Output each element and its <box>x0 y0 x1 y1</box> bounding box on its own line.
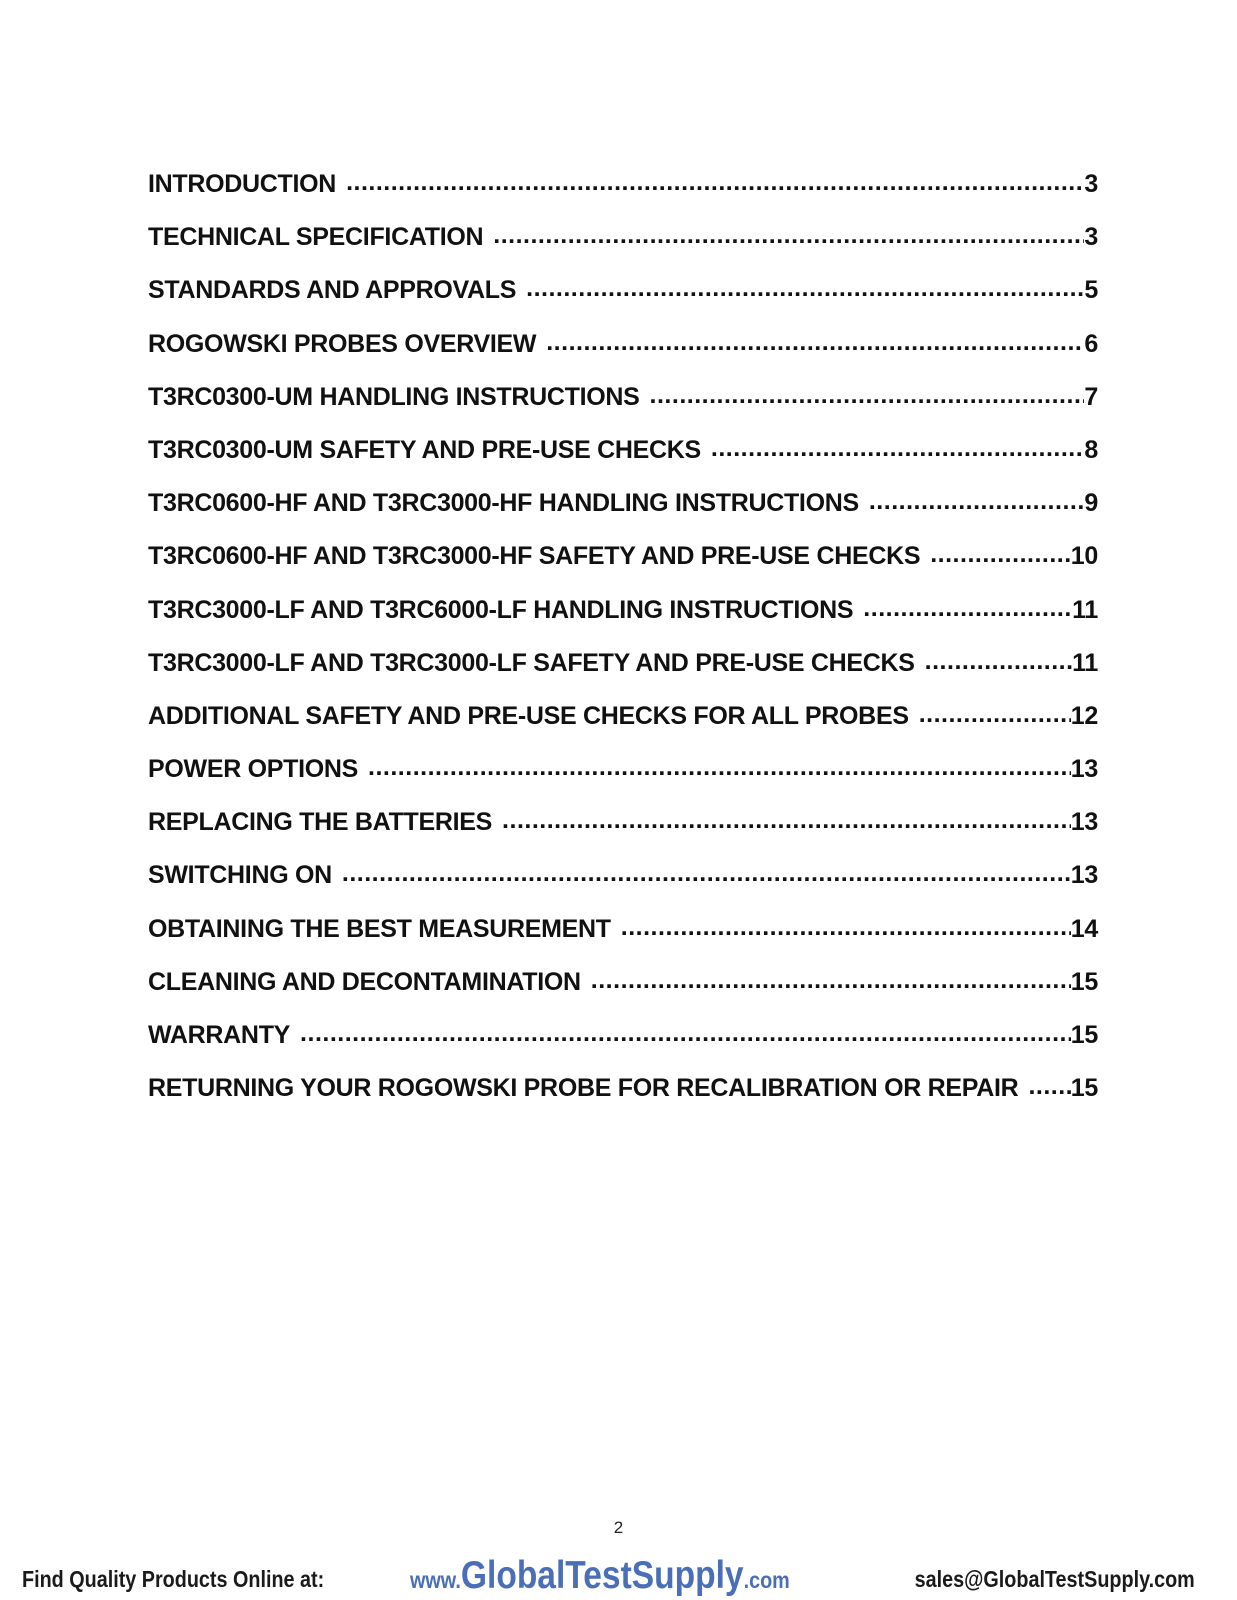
toc-entry[interactable] <box>148 649 1098 702</box>
toc-dot-leader <box>342 859 1071 888</box>
footer-tagline: Find Quality Products Online at: <box>22 1566 325 1592</box>
toc-dot-leader <box>919 700 1071 729</box>
toc-entry[interactable] <box>148 968 1098 1021</box>
toc-dot-leader <box>546 328 1084 357</box>
toc-dot-leader <box>591 966 1071 995</box>
toc-entry-page: 15 <box>1070 967 1098 996</box>
toc-entry-title: ROGOWSKI PROBES OVERVIEW <box>148 329 537 358</box>
footer-email-link[interactable]: sales@GlobalTestSupply.com <box>914 1566 1195 1592</box>
toc-entry[interactable] <box>148 1074 1098 1127</box>
toc-entry-page: 13 <box>1070 755 1098 784</box>
toc-dot-leader <box>368 753 1071 782</box>
toc-entry-page: 11 <box>1072 648 1098 677</box>
toc-entry-title: T3RC0600-HF AND T3RC3000-HF HANDLING INSTRUCTIONS <box>148 489 859 518</box>
toc-dot-leader <box>346 168 1084 197</box>
toc-entry[interactable] <box>148 596 1098 649</box>
page-number: 2 <box>613 1518 624 1537</box>
footer-website-link[interactable] <box>410 1554 790 1598</box>
toc-entry-page: 5 <box>1084 276 1098 305</box>
toc-entry-title: OBTAINING THE BEST MEASUREMENT <box>148 914 611 943</box>
toc-entry[interactable] <box>148 436 1098 489</box>
toc-dot-leader <box>925 647 1073 676</box>
toc-entry[interactable] <box>148 276 1098 329</box>
toc-entry-title: T3RC0300-UM HANDLING INSTRUCTIONS <box>148 382 640 411</box>
toc-entry[interactable] <box>148 170 1098 223</box>
toc-entry[interactable] <box>148 1021 1098 1074</box>
toc-entry-title: POWER OPTIONS <box>148 755 359 784</box>
toc-entry[interactable] <box>148 702 1098 755</box>
toc-entry[interactable] <box>148 223 1098 276</box>
toc-entry-title: T3RC3000-LF AND T3RC6000-LF HANDLING INSTRUCTIONS <box>148 595 854 624</box>
toc-entry-title: T3RC3000-LF AND T3RC3000-LF SAFETY AND PRE-USE CHECKS <box>148 648 915 677</box>
toc-entry-title: RETURNING YOUR ROGOWSKI PROBE FOR RECALIBRATION OR REPAIR <box>148 1074 1019 1103</box>
toc-entry-title: STANDARDS AND APPROVALS <box>148 276 517 305</box>
toc-entry-title: TECHNICAL SPECIFICATION <box>148 223 484 252</box>
toc-entry-title: SWITCHING ON <box>148 861 332 890</box>
toc-entry-title: T3RC0600-HF AND T3RC3000-HF SAFETY AND PRE-USE CHECKS <box>148 542 921 571</box>
toc-dot-leader <box>300 1019 1071 1048</box>
toc-entry-page: 6 <box>1084 329 1098 358</box>
toc-entry-page: 9 <box>1084 489 1098 518</box>
toc-entry[interactable] <box>148 861 1098 914</box>
toc-dot-leader <box>869 487 1085 516</box>
toc-dot-leader <box>711 434 1085 463</box>
toc-dot-leader <box>526 274 1084 303</box>
toc-dot-leader <box>502 806 1071 835</box>
toc-dot-leader <box>863 594 1072 623</box>
toc-dot-leader <box>930 540 1071 569</box>
toc-entry-title: INTRODUCTION <box>148 170 337 198</box>
toc-entry-page: 3 <box>1084 223 1098 252</box>
toc-entry[interactable] <box>148 330 1098 383</box>
toc-entry[interactable] <box>148 915 1098 968</box>
toc-entry-page: 11 <box>1072 595 1098 624</box>
toc-entry-page: 10 <box>1070 542 1098 571</box>
toc-dot-leader <box>493 221 1084 250</box>
toc-dot-leader <box>1028 1072 1070 1101</box>
table-of-contents <box>148 170 1098 1127</box>
toc-entry-title: REPLACING THE BATTERIES <box>148 808 493 837</box>
footer-url-prefix: www. <box>410 1567 461 1593</box>
toc-entry-page: 12 <box>1070 701 1098 730</box>
toc-dot-leader <box>650 381 1085 410</box>
toc-entry-title: T3RC0300-UM SAFETY AND PRE-USE CHECKS <box>148 435 701 464</box>
toc-entry-page: 13 <box>1070 808 1098 837</box>
toc-entry-title: ADDITIONAL SAFETY AND PRE-USE CHECKS FOR ALL PROBES <box>148 701 909 730</box>
toc-entry[interactable] <box>148 542 1098 595</box>
toc-entry[interactable] <box>148 489 1098 542</box>
footer-url-suffix: .com <box>743 1567 790 1593</box>
toc-entry[interactable] <box>148 808 1098 861</box>
toc-entry-page: 13 <box>1070 861 1098 890</box>
toc-entry[interactable] <box>148 383 1098 436</box>
toc-entry-title: CLEANING AND DECONTAMINATION <box>148 967 581 996</box>
toc-entry-page: 15 <box>1070 1021 1098 1049</box>
toc-entry-page: 7 <box>1084 382 1098 411</box>
toc-dot-leader <box>621 913 1071 942</box>
toc-entry-page: 8 <box>1084 435 1098 464</box>
toc-entry-page: 14 <box>1070 914 1098 943</box>
toc-entry-page: 3 <box>1084 170 1098 198</box>
footer-url-main: GlobalTestSupply <box>460 1554 744 1597</box>
page-footer <box>0 1550 1237 1600</box>
toc-entry-page: 15 <box>1070 1074 1098 1103</box>
toc-entry[interactable] <box>148 755 1098 808</box>
toc-entry-title: WARRANTY <box>148 1021 291 1049</box>
